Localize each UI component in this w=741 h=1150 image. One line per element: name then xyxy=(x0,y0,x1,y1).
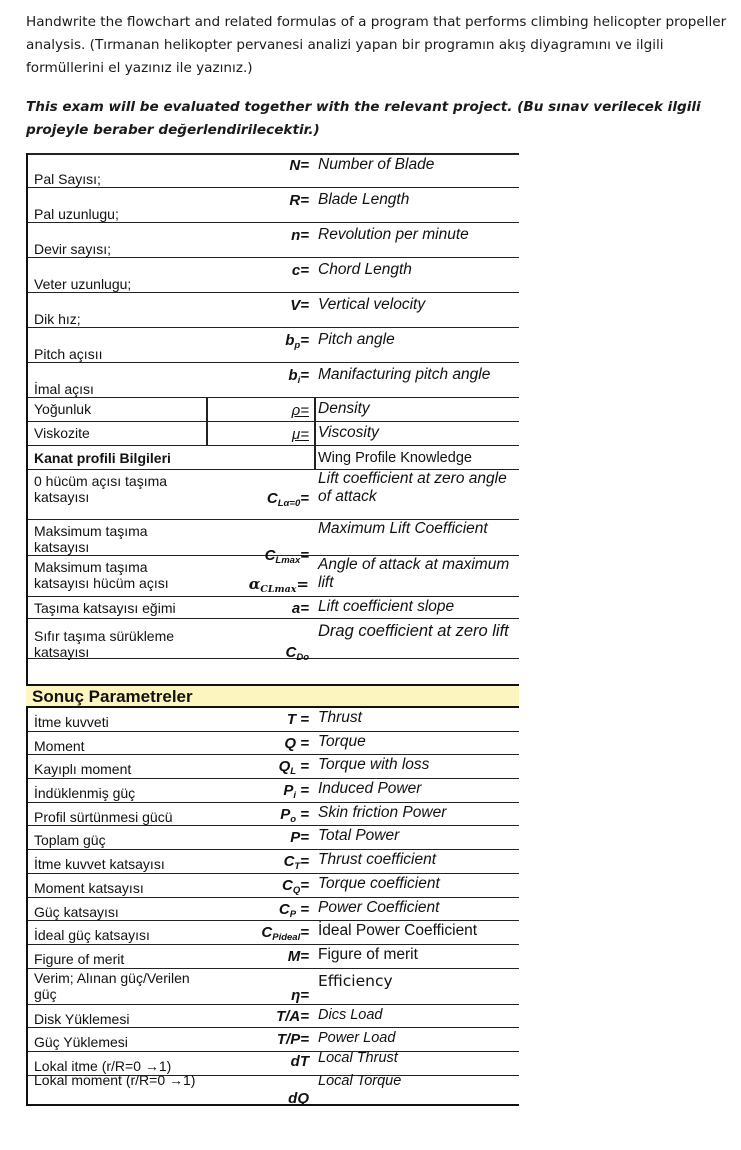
parameter-symbol: $C_Q=$ xyxy=(282,876,309,896)
parameter-symbol: V= xyxy=(290,297,309,314)
result-description: Total Power xyxy=(318,827,400,845)
parameter-symbol: $C_T=$ xyxy=(283,853,309,873)
result-description: Torque with loss xyxy=(318,756,430,774)
result-description: Induced Power xyxy=(318,780,422,798)
instruction-text: Handwrite the flowchart and related formulas of a program that performs climbing helicopter propeller analysis. (Tırmanan helikopter pervanesi analizi yapan bir programın akış diyagramını ve ilgili formüllerini el yazınız ile yazınız.) xyxy=(26,14,727,76)
parameter-symbol: $C_P$ = xyxy=(278,900,309,920)
parameter-symbol: μ= xyxy=(292,426,309,443)
result-label: İndüklenmiş güç xyxy=(34,785,136,802)
parameter-label: Pitch açısıı xyxy=(34,346,103,362)
parameter-description: Angle of attack at maximum lift xyxy=(318,556,510,591)
results-title: Sonuç Parametreler xyxy=(32,687,193,706)
input-parameters-table xyxy=(26,153,519,663)
parameter-description: Blade Length xyxy=(318,191,410,208)
result-description: Skin friction Power xyxy=(318,803,447,821)
parameter-description: Drag coefficient at zero lift xyxy=(318,622,509,640)
input-row xyxy=(26,363,519,398)
result-description: Thrust xyxy=(318,709,362,726)
parameter-symbol: P= xyxy=(290,829,309,847)
parameter-symbol: dQ xyxy=(288,1089,309,1107)
result-label: Lokal itme (r/R=0 →1) xyxy=(34,1057,172,1074)
result-label: İtme kuvvet katsayısı xyxy=(34,856,165,873)
parameter-symbol: a= xyxy=(291,600,309,617)
result-row xyxy=(26,732,519,756)
parameter-label: Maksimum taşıma katsayısı xyxy=(34,523,148,555)
parameter-symbol: N= xyxy=(289,157,309,174)
evaluation-note: This exam will be evaluated together with the relevant project. (Bu sınav verilecek ilgili projeyle beraber değerlendirilecektir.) xyxy=(26,99,701,138)
parameter-symbol: $C_{Pideal}=$ xyxy=(261,924,309,944)
input-row xyxy=(26,223,519,258)
parameter-description: Lift coefficient at zero angle of attack xyxy=(318,470,507,505)
parameter-description: Number of Blade xyxy=(318,156,435,173)
parameter-description: Chord Length xyxy=(318,261,412,278)
parameter-label: Dik hız; xyxy=(34,311,81,327)
parameter-symbol: T/A= xyxy=(276,1007,309,1025)
result-row xyxy=(26,969,519,1005)
result-description: Power Coefficient xyxy=(318,898,440,916)
parameter-label: Maksimum taşıma katsayısı hücüm açısı xyxy=(34,559,169,591)
result-row xyxy=(26,874,519,898)
result-row xyxy=(26,1005,519,1029)
wing-profile-row xyxy=(26,619,519,663)
parameter-symbol: n= xyxy=(291,227,309,244)
result-description: Thrust coefficient xyxy=(318,851,437,869)
parameter-symbol: $Q_L$ = xyxy=(278,758,309,778)
parameter-symbol: $b_p=$ xyxy=(285,332,309,351)
result-label: Disk Yüklemesi xyxy=(34,1010,130,1027)
instructions xyxy=(26,11,738,142)
result-description: Power Load xyxy=(318,1030,396,1047)
parameter-label: Viskozite xyxy=(34,425,90,441)
result-row xyxy=(26,898,519,922)
result-row xyxy=(26,1071,519,1107)
result-description: Torque xyxy=(318,732,366,750)
result-description: Efficiency xyxy=(318,971,393,990)
parameter-label: Pal uzunlugu; xyxy=(34,206,119,222)
result-label: Kayıplı moment xyxy=(34,761,132,778)
parameter-symbol: c= xyxy=(291,262,309,279)
result-label: Moment xyxy=(34,737,85,754)
result-label: Moment katsayısı xyxy=(34,879,144,896)
result-row xyxy=(26,779,519,803)
wing-profile-header-row xyxy=(26,446,519,470)
parameter-symbol: R= xyxy=(289,192,309,209)
wing-profile-row xyxy=(26,520,519,566)
parameter-label: Devir sayısı; xyxy=(34,241,112,257)
parameter-symbol: $C_{Do}$ xyxy=(285,644,309,663)
results-header xyxy=(26,684,519,708)
parameter-label: Pal Sayısı; xyxy=(34,171,101,187)
input-row xyxy=(26,258,519,293)
parameter-description: Pitch angle xyxy=(318,331,395,348)
result-row xyxy=(26,803,519,827)
result-description: Local Thrust xyxy=(318,1049,398,1066)
parameter-symbol: $\alpha_{CLmax}=$ xyxy=(248,575,309,595)
result-row xyxy=(26,1028,519,1052)
parameter-description: Density xyxy=(318,400,370,417)
result-label: Lokal moment (r/R=0 →1) xyxy=(34,1071,196,1088)
result-row xyxy=(26,945,519,969)
parameter-symbol: $P_o$ = xyxy=(280,805,309,825)
result-label: İtme kuvveti xyxy=(34,714,109,730)
input-row xyxy=(26,398,519,422)
result-label: Profil sürtünmesi gücü xyxy=(34,808,173,825)
result-label: İdeal güç katsayısı xyxy=(34,927,150,944)
result-row xyxy=(26,921,519,945)
parameter-symbol: $C_{L\alpha=0}=$ xyxy=(266,490,309,509)
parameter-label: Taşıma katsayısı eğimi xyxy=(34,600,176,616)
input-row xyxy=(26,422,519,446)
input-row xyxy=(26,153,519,188)
parameter-label: İmal açısı xyxy=(34,381,94,397)
parameter-label: Veter uzunlugu; xyxy=(34,276,132,292)
input-row xyxy=(26,293,519,328)
result-label: Toplam güç xyxy=(34,832,106,849)
wing-profile-row xyxy=(26,470,519,520)
result-description: Dics Load xyxy=(318,1006,383,1023)
parameter-symbol: T/P= xyxy=(276,1031,309,1049)
results-table xyxy=(26,708,519,1106)
wing-profile-header-description: Wing Profile Knowledge xyxy=(318,450,472,466)
result-description: İdeal Power Coefficient xyxy=(318,922,478,940)
wing-profile-row xyxy=(26,556,519,597)
input-row xyxy=(26,328,519,363)
parameter-symbol: ρ= xyxy=(291,402,309,419)
result-row xyxy=(26,708,519,732)
parameter-symbol: Q = xyxy=(284,734,309,752)
parameter-symbol: $C_{Lmax}=$ xyxy=(264,547,309,566)
result-description: Local Torque xyxy=(318,1072,402,1089)
parameter-symbol: M= xyxy=(287,947,309,965)
result-description: Torque coefficient xyxy=(318,874,440,892)
result-row xyxy=(26,755,519,779)
parameter-description: Vertical velocity xyxy=(318,296,426,313)
parameter-description: Lift coefficient slope xyxy=(318,598,455,615)
result-row xyxy=(26,850,519,874)
parameter-label: 0 hücüm açısı taşıma katsayısı xyxy=(34,473,168,505)
result-label: Verim; Alınan güç/Verilen güç xyxy=(34,969,190,1002)
parameter-description: Manifacturing pitch angle xyxy=(318,366,491,383)
parameter-symbol: $P_i$ = xyxy=(283,782,309,802)
parameter-description: Viscosity xyxy=(318,424,379,441)
result-label: Güç katsayısı xyxy=(34,903,119,920)
parameter-symbol: η= xyxy=(291,986,309,1004)
result-label: Güç Yüklemesi xyxy=(34,1034,128,1051)
parameter-description: Revolution per minute xyxy=(318,226,469,243)
result-label: Figure of merit xyxy=(34,950,125,967)
wing-profile-header: Kanat profili Bilgileri xyxy=(34,450,171,466)
parameter-symbol: $b_i=$ xyxy=(288,367,309,386)
input-row xyxy=(26,188,519,223)
parameter-symbol: T = xyxy=(286,711,309,728)
wing-profile-row xyxy=(26,597,519,619)
parameter-label: Sıfır taşıma sürükleme katsayısı xyxy=(34,628,175,660)
parameter-symbol: dT xyxy=(290,1052,309,1070)
parameter-description: Maximum Lift Coefficient xyxy=(318,520,488,537)
parameter-label: Yoğunluk xyxy=(34,401,92,417)
result-row xyxy=(26,826,519,850)
result-description: Figure of merit xyxy=(318,945,418,963)
